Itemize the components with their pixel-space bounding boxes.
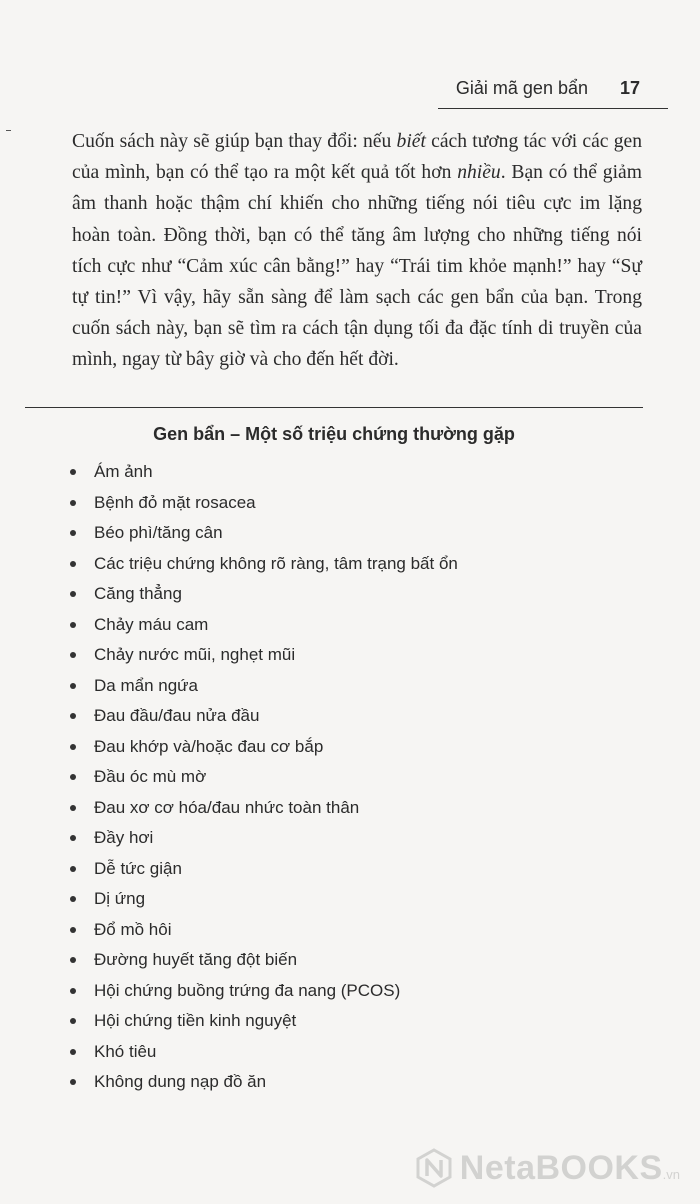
list-item-label: Đầy hơi [94,828,154,847]
list-item [70,823,458,854]
list-item-label: Đau khớp và/hoặc đau cơ bắp [94,736,324,756]
list-item-label: Da mẩn ngứa [94,675,198,695]
section-divider [25,407,643,408]
list-item-label: Đau đầu/đau nửa đầu [94,706,260,725]
list-item [70,762,458,793]
list-item-label: Đổ mồ hôi [94,919,172,939]
list-item [70,640,458,671]
list-item-label: Dị ứng [94,889,146,908]
list-item-label: Các triệu chứng không rõ ràng, tâm trạng bất ổn [94,553,458,573]
page-edge-mark [6,130,11,131]
list-item-label: Hội chứng tiền kinh nguyệt [94,1011,297,1030]
list-item-label: Không dung nạp đồ ăn [94,1072,267,1091]
box-title: Gen bẩn – Một số triệu chứng thường gặp [153,424,515,444]
paragraph-text-1: Cuốn sách này sẽ giúp bạn thay đổi: nếu [72,131,397,152]
bullet-icon [70,835,76,841]
list-item [70,549,458,580]
list-item [70,1067,458,1098]
bullet-icon [70,744,76,750]
netabooks-logo-icon [414,1148,454,1188]
emphasis-biet: biết [396,131,426,152]
body-paragraph [72,126,642,376]
list-item-label: Khó tiêu [94,1041,157,1061]
list-item [70,884,458,915]
list-item [70,701,458,732]
list-item-label: Đường huyết tăng đột biến [94,950,298,969]
bullet-icon [70,805,76,811]
bullet-icon [70,866,76,872]
symptom-list [70,457,458,1098]
bullet-icon [70,774,76,780]
list-item-label: Đầu óc mù mờ [94,767,207,786]
bullet-icon [70,713,76,719]
list-item [70,854,458,885]
paragraph-text-2: cách tương tác với các gen của mình, bạn có thể tạo ra một kết quả tốt hơn [72,131,642,184]
bullet-icon [70,500,76,506]
list-item-label: Ám ảnh [94,462,153,481]
list-item [70,1006,458,1037]
bullet-icon [70,591,76,597]
bullet-icon [70,652,76,658]
bullet-icon [70,469,76,475]
list-item [70,945,458,976]
list-item-label: Căng thẳng [94,584,182,603]
paragraph-text-3: . Bạn có thể giảm âm thanh hoặc thậm chí khiến cho những tiếng nói tiêu cực im lặng hoàn toàn. Đồng thời, bạn có thể tăng âm lượng cho những tiếng nói tích cực như “Cảm xúc cân bằng!” hay “Trái tim khỏe mạnh!” hay “Sự tự tin!” Vì vậy, hãy sẵn sàng để làm sạch các gen bẩn của bạn. Trong cuốn sách này, bạn sẽ tìm ra cách tận dụng tối đa đặc tính di truyền của mình, ngay từ bây giờ và cho đến hết đời. [72,162,642,371]
running-title: Giải mã gen bẩn [455,78,588,98]
list-item-label: Béo phì/tăng cân [94,523,223,542]
list-item [70,793,458,824]
bullet-icon [70,1049,76,1055]
list-item-label: Chảy nước mũi, nghẹt mũi [94,645,296,664]
watermark-suffix: .vn [662,1167,680,1182]
watermark-brand: NetaBOOKS [459,1148,663,1187]
page-number: 17 [619,78,640,98]
bullet-icon [70,683,76,689]
list-item-label: Bệnh đỏ mặt rosacea [94,492,256,512]
bullet-icon [70,530,76,536]
list-item-label: Hội chứng buồng trứng đa nang (PCOS) [94,980,401,1000]
list-item-label: Chảy máu cam [94,614,209,634]
emphasis-nhieu: nhiều [457,162,501,184]
bullet-icon [70,988,76,994]
bullet-icon [70,561,76,567]
list-item-label: Dễ tức giận [94,858,182,878]
bullet-icon [70,896,76,902]
list-item [70,671,458,702]
bullet-icon [70,927,76,933]
list-item [70,1037,458,1068]
running-header [438,78,668,109]
bullet-icon [70,1079,76,1085]
list-item-label: Đau xơ cơ hóa/đau nhức toàn thân [94,797,360,817]
list-item [70,579,458,610]
list-item [70,457,458,488]
list-item [70,915,458,946]
bullet-icon [70,957,76,963]
bullet-icon [70,622,76,628]
list-item [70,488,458,519]
list-item [70,732,458,763]
list-item [70,976,458,1007]
list-item [70,518,458,549]
list-item [70,610,458,641]
watermark [414,1146,680,1190]
bullet-icon [70,1018,76,1024]
